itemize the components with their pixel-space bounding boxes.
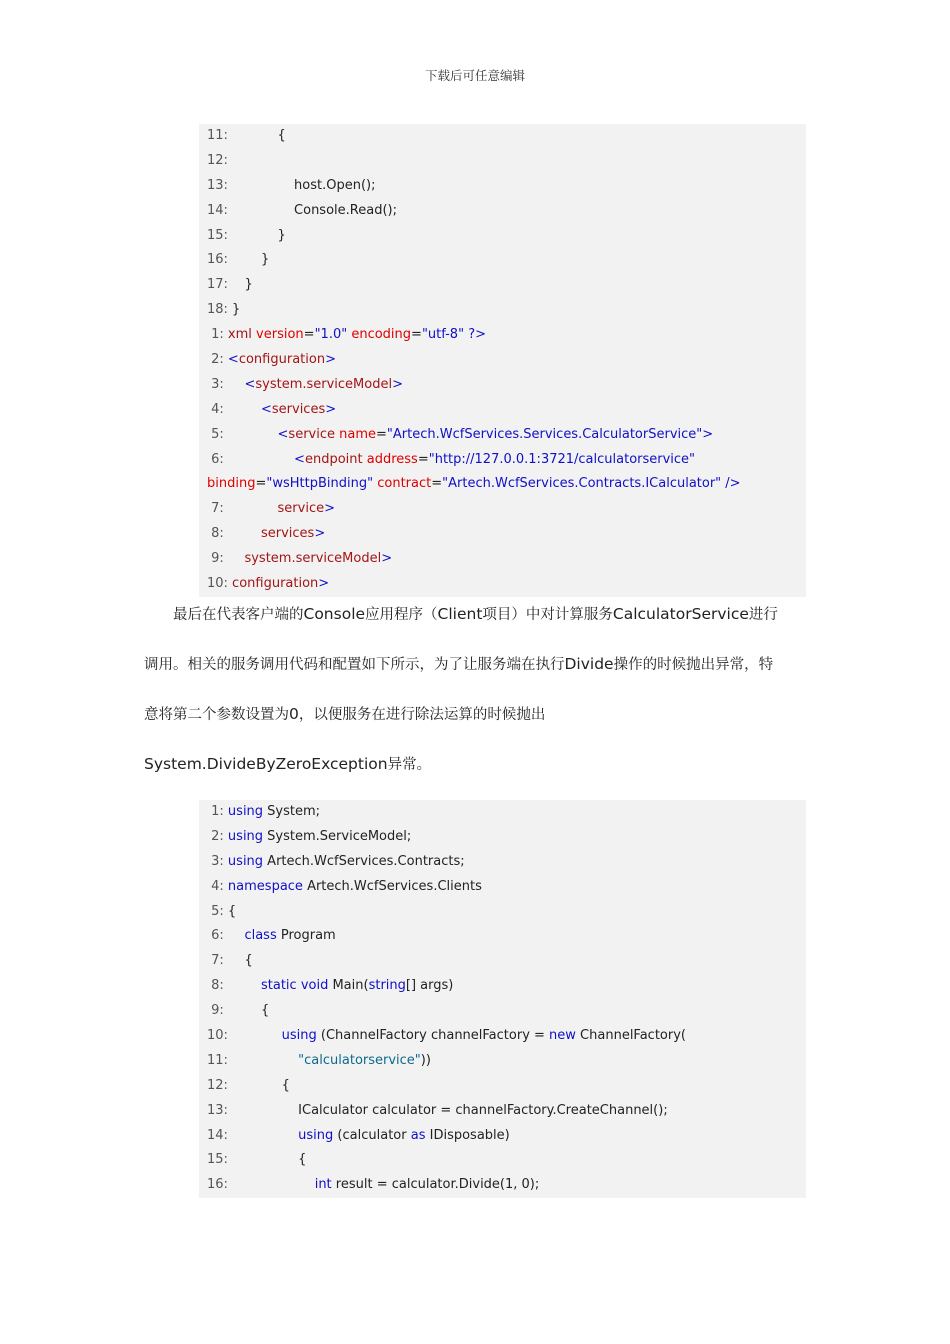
line-number: 7: [207,953,224,969]
line-number: 17: [207,277,228,293]
code-line [207,1148,806,1173]
code-token: { [227,1152,307,1168]
code-token: > [318,576,330,592]
code-token: as [410,1127,426,1143]
paragraph-text: 0 [289,705,299,723]
line-number: 5: [207,903,224,919]
code-token: static void [223,978,329,994]
code-line [207,1099,806,1124]
code-token: contract [373,476,432,492]
code-token: services [271,401,326,417]
line-number: 4: [207,401,224,417]
paragraph-text: Divide [564,655,614,673]
line-number: 13: [207,177,228,193]
code-token: services [223,526,315,542]
code-token: configuration [227,576,319,592]
code-line [207,1024,806,1049]
code-line [207,825,806,850]
code-token: } [227,227,286,243]
code-token: "http://127.0.0.1:3721/calculatorservice" [428,451,696,467]
code-token: binding [207,476,256,492]
code-token: [] args) [405,978,454,994]
line-number: 14: [207,1127,228,1143]
code-token: class [223,928,277,944]
code-token: "calculatorservice" [227,1052,421,1068]
code-token: using [227,1127,334,1143]
code-token: version [251,327,304,343]
code-line [207,1173,806,1198]
code-line [207,448,806,473]
code-line [207,572,806,597]
code-token: using [223,853,264,869]
code-block-server [199,124,806,597]
code-token: ?> [464,327,486,343]
code-token: { [223,953,253,969]
code-token: { [223,903,237,919]
code-line [207,398,806,423]
line-number: 18: [207,302,228,318]
code-token: Artech.WcfServices.Contracts; [263,853,465,869]
code-token: } [227,252,270,268]
line-number: 3: [207,376,224,392]
line-number: 2: [207,352,224,368]
code-token: > [324,501,335,517]
code-token: > [392,376,403,392]
code-line [207,199,806,224]
code-line [207,1074,806,1099]
code-token: < [223,352,239,368]
code-token: /> [721,476,741,492]
code-token: encoding [347,327,412,343]
code-token: endpoint [304,451,363,467]
line-number: 10: [207,576,228,592]
code-line [207,174,806,199]
line-number: 4: [207,878,224,894]
code-token: { [223,1003,270,1019]
code-token: configuration [238,352,326,368]
code-line [207,224,806,249]
code-line [207,323,806,348]
code-token: < [223,451,305,467]
code-token: (calculator [333,1127,411,1143]
code-token: > [314,526,326,542]
line-number: 5: [207,426,224,442]
code-token: "wsHttpBinding" [266,476,374,492]
code-line [207,1124,806,1149]
paragraph-text: 调用。相关的服务调用代码和配置如下所示，为了让服务端在执行 [144,657,565,673]
paragraph-text: CalculatorService [612,605,749,623]
code-token: { [227,1077,290,1093]
code-token: } [227,302,241,318]
code-token: new [549,1028,576,1044]
code-line [207,373,806,398]
code-token: ICalculator calculator = channelFactory.CreateChannel(); [227,1102,668,1118]
paragraph-text: Client [437,605,483,623]
code-token: host.Open(); [227,177,376,193]
code-line [207,850,806,875]
code-token: service [288,426,335,442]
line-number: 2: [207,828,224,844]
code-line [207,273,806,298]
code-line [207,348,806,373]
code-token: using [227,1028,317,1044]
code-token: namespace [223,878,303,894]
paragraph-text: Console [303,605,366,623]
code-token: "1.0" [314,327,348,343]
line-number: 15: [207,1152,228,1168]
paragraph-text: System.DivideByZeroException [144,755,388,773]
paragraph-line [144,650,806,700]
line-number: 11: [207,128,228,143]
code-token: } [227,277,253,293]
code-token: ChannelFactory( [575,1028,686,1044]
code-line [207,248,806,273]
code-token: < [223,401,272,417]
paragraph-text: 意将第二个参数设置为 [144,707,289,723]
code-line [207,149,806,174]
line-number: 12: [207,1077,228,1093]
code-token: IDisposable) [425,1127,510,1143]
code-token: xml [223,327,252,343]
code-token: name [335,426,376,442]
line-number: 9: [207,1003,224,1019]
line-number: 13: [207,1102,228,1118]
code-line [207,522,806,547]
code-line [207,298,806,323]
code-token: address [362,451,418,467]
code-token: Program [276,928,336,944]
code-token: < [223,376,256,392]
paragraph-text: 最后在代表客户端的 [144,607,304,623]
code-token: using [223,828,264,844]
code-token: Main( [328,978,369,994]
line-number: 14: [207,202,228,218]
code-token: = [303,327,315,343]
paragraph-text: 异常。 [387,757,432,773]
line-number: 16: [207,252,228,268]
code-line [207,423,806,448]
paragraph-text: 项目）中对计算服务 [482,607,613,623]
code-token: > [702,426,714,442]
code-token: System; [263,804,321,819]
code-token: < [223,426,289,442]
code-token: service [223,501,325,517]
code-token: using [223,804,264,819]
code-token: Console.Read(); [227,202,397,218]
line-number: 9: [207,551,224,567]
line-number: 6: [207,928,224,944]
paragraph-line [144,750,806,800]
code-token: > [325,352,336,368]
code-token: "Artech.WcfServices.Services.CalculatorService" [386,426,703,442]
line-number: 7: [207,501,224,517]
code-line [207,949,806,974]
code-line [207,497,806,522]
line-number: 11: [207,1052,228,1068]
code-token: (ChannelFactory channelFactory = [316,1028,550,1044]
paragraph-text: 进行 [748,607,778,623]
code-token: "Artech.WcfServices.Contracts.ICalculator" [442,476,722,492]
line-number: 12: [207,152,228,168]
line-number: 8: [207,526,224,542]
code-token: )) [420,1052,431,1068]
line-number: 8: [207,978,224,994]
code-token: = [376,426,387,442]
line-number: 3: [207,853,224,869]
code-line [207,472,806,497]
code-line [207,1049,806,1074]
code-line [207,875,806,900]
line-number: 15: [207,227,228,243]
code-token: = [431,476,443,492]
line-number: 16: [207,1177,228,1193]
paragraph-text: 应用程序（ [365,607,438,623]
code-token: System.ServiceModel; [263,828,412,844]
code-token: = [255,476,267,492]
line-number: 1: [207,804,224,819]
code-token: string [368,978,406,994]
body-paragraph [144,600,806,800]
code-token: system.serviceModel [223,551,382,567]
code-token: = [411,327,422,343]
code-line [207,800,806,825]
code-line [207,974,806,999]
code-token: = [417,451,429,467]
code-token: "utf-8" [421,327,465,343]
code-line [207,924,806,949]
code-line [207,999,806,1024]
line-number: 10: [207,1028,228,1044]
paragraph-line [144,600,806,650]
code-token: int [227,1177,332,1193]
code-token: Artech.WcfServices.Clients [302,878,482,894]
paragraph-text: 操作的时候抛出异常，特 [613,657,774,673]
code-token: system.serviceModel [255,376,393,392]
code-line [207,547,806,572]
code-block-client [199,800,806,1198]
code-token: { [227,128,286,143]
code-line [207,124,806,149]
paragraph-line [144,700,806,750]
code-token: > [381,551,393,567]
code-line [207,900,806,925]
code-token: > [325,401,337,417]
page-header: 下载后可任意编辑 [424,68,525,83]
line-number: 6: [207,451,224,467]
paragraph-text: ，以便服务在进行除法运算的时候抛出 [298,707,546,723]
code-token: result = calculator.Divide(1, 0); [331,1177,540,1193]
line-number: 1: [207,327,224,343]
